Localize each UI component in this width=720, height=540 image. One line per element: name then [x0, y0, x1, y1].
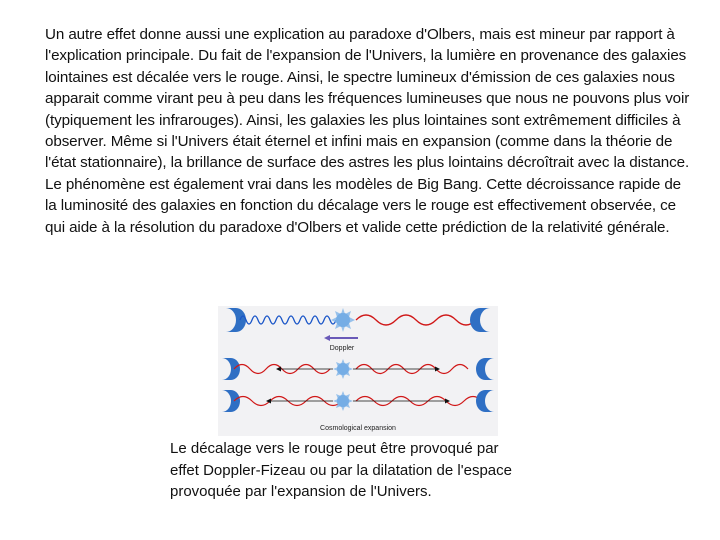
main-paragraph: Un autre effet donne aussi une explication au paradoxe d'Olbers, mais est mineur par rapport à l'explication principale. Du fait de l'expansion de l'Univers, la lumière en provenance des galaxies lointaines est décalée vers le rouge. Ainsi, le spectre lumineux d'émission de ces galaxies nous apparait comme virant peu à peu dans les fréquences lumineuses que nous ne pouvons plus voir (typiquement les infrarouges). Ainsi, les galaxies les plus lointaines sont extrêmement difficiles à observer. Même si l'Univers était éternel et infini mais en expansion (comme dans la théorie de l'état stationnaire), la brillance de surface des astres les plus lointains décroîtrait avec la distance. Le phénomène est également vrai dans les modèles de Big Bang. Cette décroissance rapide de la luminosité des galaxies en fonction du décalage vers le rouge est effectivement observée, ce qui aide à la résolution du paradoxe d'Olbers et valide cette prédiction de la relativité générale. [45, 26, 690, 236]
figure-caption: Le décalage vers le rouge peut être provoqué par effet Doppler-Fizeau ou par la dilatation de l'espace provoquée par l'expansion de l'Univers. [170, 440, 512, 500]
star-icon [333, 359, 353, 379]
star-icon [333, 391, 353, 411]
redshift-illustration [218, 306, 498, 436]
label-doppler: Doppler [329, 345, 355, 352]
redshift-figure [218, 306, 498, 436]
figure-background [218, 306, 498, 436]
label-expansion: Cosmological expansion [320, 425, 396, 432]
